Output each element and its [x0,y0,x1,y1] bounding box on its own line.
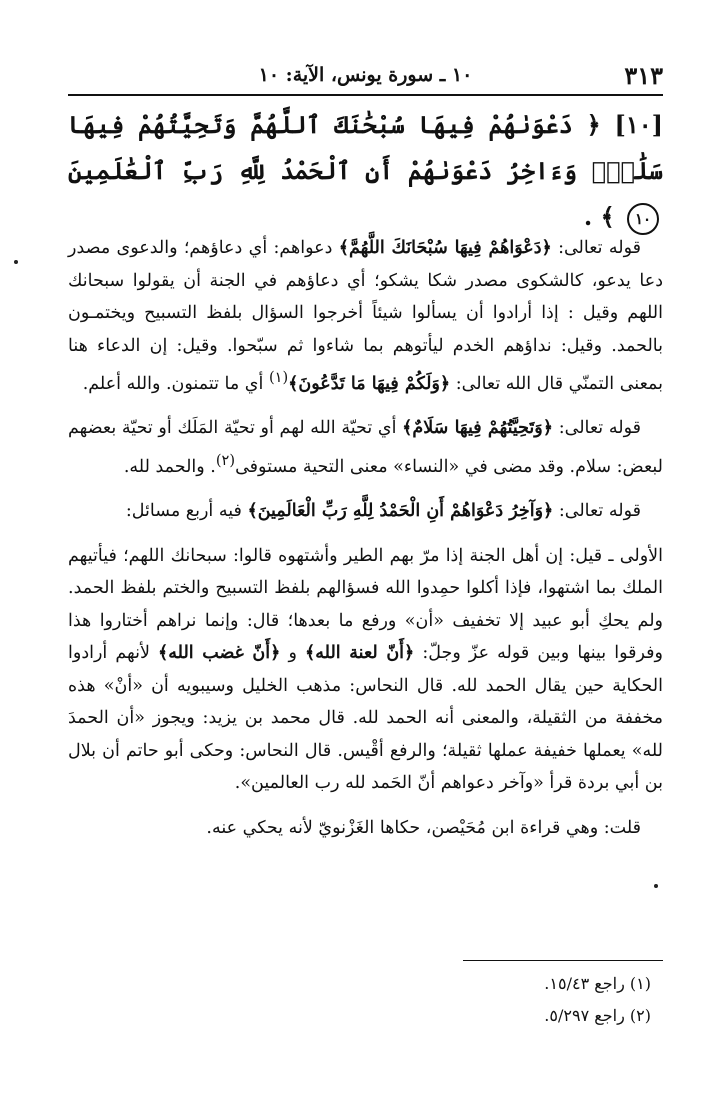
quran-quote: ﴿وَلَكُمْ فِيهَا مَا تَدَّعُونَ﴾ [288,373,451,394]
verse-block [68,102,663,240]
quran-quote: ﴿وَتَحِيَّتُهُمْ فِيهَا سَلَامٌ﴾ [402,418,554,439]
paragraph-5 [68,812,663,845]
paragraph-4 [68,540,663,800]
quran-quote: ﴿وَآخِرُ دَعْوَاهُمْ أَنِ الْحَمْدُ لِلَّهِ رَبِّ الْعَالَمِينَ﴾ [247,501,554,522]
commentary-body [68,232,663,856]
quran-quote: ﴿دَعْوَاهُمْ فِيهَا سُبْحَانَكَ اللَّهُمَّ﴾ [338,238,552,258]
para-text: و [280,643,306,664]
quran-quote: ﴿أَنّ غضب الله﴾ [158,643,281,664]
para-lead: قوله تعالى: [553,418,641,439]
footnotes-divider [463,960,663,961]
footnote-item: (٢) راجع ٥/٢٩٧. [544,1006,651,1025]
verse-text: ﴿ دَعْوَىٰهُمْ فِيهَا سُبْحَٰنَكَ ٱللَّهُمَّ وَتَحِيَّتُهُمْ فِيهَا سَلَٰمٌۚ وَءَاخِرُ دَعْوَىٰهُمْ أَنِ ٱلْحَمْدُ لِلَّهِ رَبِّ ٱلْعَٰلَمِينَ [68,110,663,185]
para-lead: قوله تعالى: [553,501,641,522]
quran-quote: ﴿أَنّ لعنة الله﴾ [305,643,415,664]
verse-number: [١٠] [614,110,664,139]
verse-closing: ﴾ . [583,202,615,231]
running-title: ١٠ ـ سورة يونس، الآية: ١٠ [258,64,473,86]
footnote-ref: (١) [268,369,289,386]
para-text: أي تحيّة الله لهم أو تحيّة المَلَك أو تحيّة بعضهم لبعض: سلام. وقد مضى في «النساء» معنى التحية مستوفى [68,418,663,477]
page-number: ٣١٣ [624,60,663,90]
footnote-item: (١) راجع ١٥/٤٣. [544,974,651,993]
verse-end-marker: ١٠ [627,203,659,235]
para-text: فيه أربع مسائل: [125,501,248,522]
margin-mark [14,260,18,264]
page-header [68,56,663,96]
footnote-ref: (٢) [215,451,236,469]
paragraph-3 [68,495,663,528]
para-text: دعواهم: أي دعاؤهم؛ والدعوى مصدر دعا يدعو، كالشكوى مصدر شكا يشكو؛ أي دعاؤهم في الجنة أن يقولوا سبحانك اللهم وقيل : إذا أرادوا أن يسألوا شيئاً أخرجوا السؤال بلفظ التسبيح ويختمـون بالحمد. وقيل: نداؤهم الخدم ليأتوهم بما شاءوا ثم سبّحوا. وقيل: إن الدعاء هنا بمعنى التمنّي قال الله تعالى: [68,238,663,394]
para-text: أي ما تتمنون. والله أعلم. [82,373,269,394]
paragraph-2 [68,412,663,483]
footnotes [68,968,663,1032]
para-lead: الأولى ـ قيل: إن أهل الجنة إذا مرّ بهم الطير وأشتهوه قالوا: سبحانك اللهم؛ فيأتيهم الملك بما اشتهوا، فإذا أكلوا حمِدوا الله فسؤالهم بلفظ التسبيح والختم بلفظ الحمد. ولم يحكِ أبو عبيد إلا تخفيف «أن» ورفع ما بعدها؛ قال: وإنما نراهم أختاروا هذا وفرقوا بينها وبين قوله عزّ وجلّ: [68,545,663,664]
para-text: . والحمد لله. [123,456,216,477]
paragraph-1 [68,232,663,400]
para-lead: قلت: وهي قراءة ابن مُحَيْصن، حكاها الغَزْنويّ لأنه يحكي عنه. [206,817,641,838]
para-lead: قوله تعالى: [551,238,641,258]
margin-mark [654,884,658,888]
para-text: لأنهم أرادوا الحكاية حين يقال الحمد لله. قال النحاس: مذهب الخليل وسيبويه أن «أنْ» هذه مخففة من الثقيلة، والمعنى أنه الحمد لله. قال محمد بن يزيد: ويجوز «أن الحمدَ لله» يعملها خفيفة عملها ثقيلة؛ والرفع أقْيس. قال النحاس: وحكى أبو حاتم أن بلال بن أبي بردة قرأ «وآخر دعواهم أنّ الحَمد لله رب العالمين». [68,643,663,794]
